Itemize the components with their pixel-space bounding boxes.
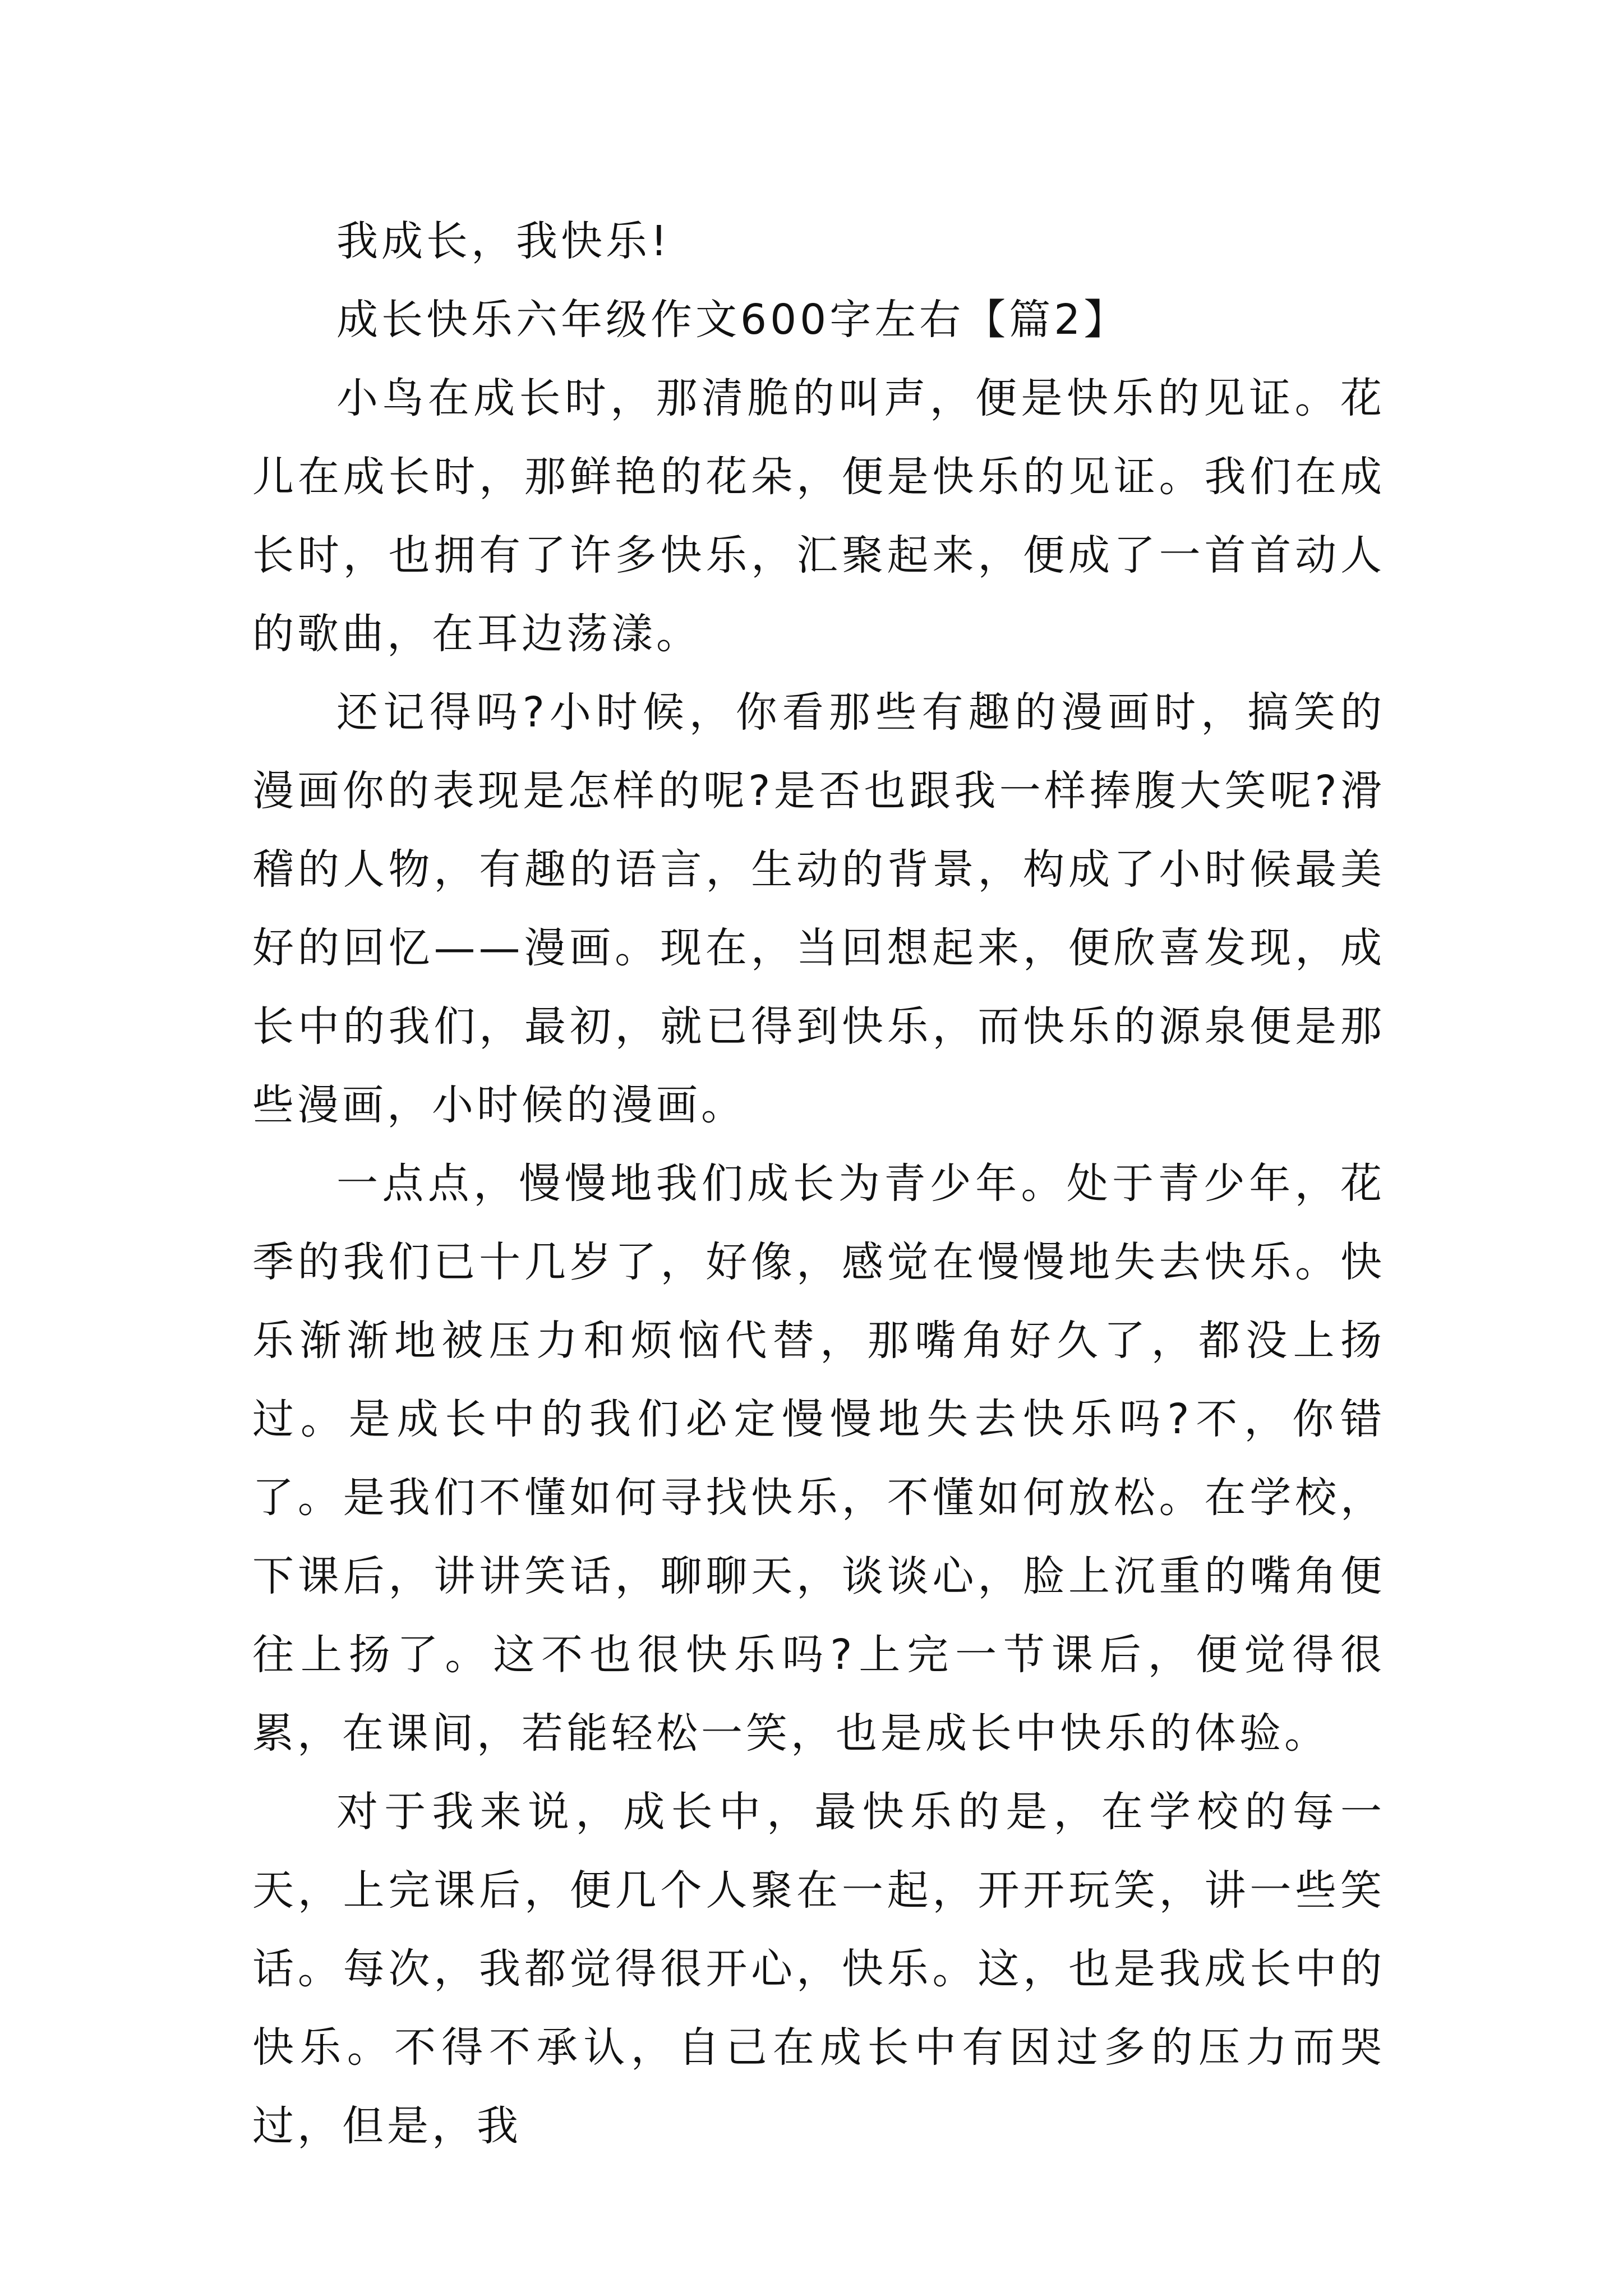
paragraph: 对于我来说，成长中，最快乐的是，在学校的每一天，上完课后，便几个人聚在一起，开开玩笑，讲一些笑话。每次，我都觉得很开心，快乐。这，也是我成长中的快乐。不得不承认，自己在成长中有因过多的压力而哭过，但是，我	[252, 1788, 1385, 2150]
paragraph: 还记得吗?小时候，你看那些有趣的漫画时，搞笑的漫画你的表现是怎样的呢?是否也跟我一样捧腹大笑呢?滑稽的人物，有趣的语言，生动的背景，构成了小时候最美好的回忆——漫画。现在，当回想起来，便欣喜发现，成长中的我们，最初，就已得到快乐，而快乐的源泉便是那些漫画，小时候的漫画。	[252, 688, 1385, 1129]
paragraph: 一点点，慢慢地我们成长为青少年。处于青少年，花季的我们已十几岁了，好像，感觉在慢慢地失去快乐。快乐渐渐地被压力和烦恼代替，那嘴角好久了，都没上扬过。是成长中的我们必定慢慢地失去快乐吗?不，你错了。是我们不懂如何寻找快乐，不懂如何放松。在学校，下课后，讲讲笑话，聊聊天，谈谈心，脸上沉重的嘴角便往上扬了。这不也很快乐吗?上完一节课后，便觉得很累，在课间，若能轻松一笑，也是成长中快乐的体验。	[252, 1159, 1385, 1757]
closing-line: 我成长，我快乐!	[336, 217, 671, 265]
section-heading: 成长快乐六年级作文600字左右【篇2】	[336, 296, 1129, 344]
paragraph: 小鸟在成长时，那清脆的叫声，便是快乐的见证。花儿在成长时，那鲜艳的花朵，便是快乐的见证。我们在成长时，也拥有了许多快乐，汇聚起来，便成了一首首动人的歌曲，在耳边荡漾。	[252, 374, 1385, 658]
document-body	[252, 202, 1385, 2165]
